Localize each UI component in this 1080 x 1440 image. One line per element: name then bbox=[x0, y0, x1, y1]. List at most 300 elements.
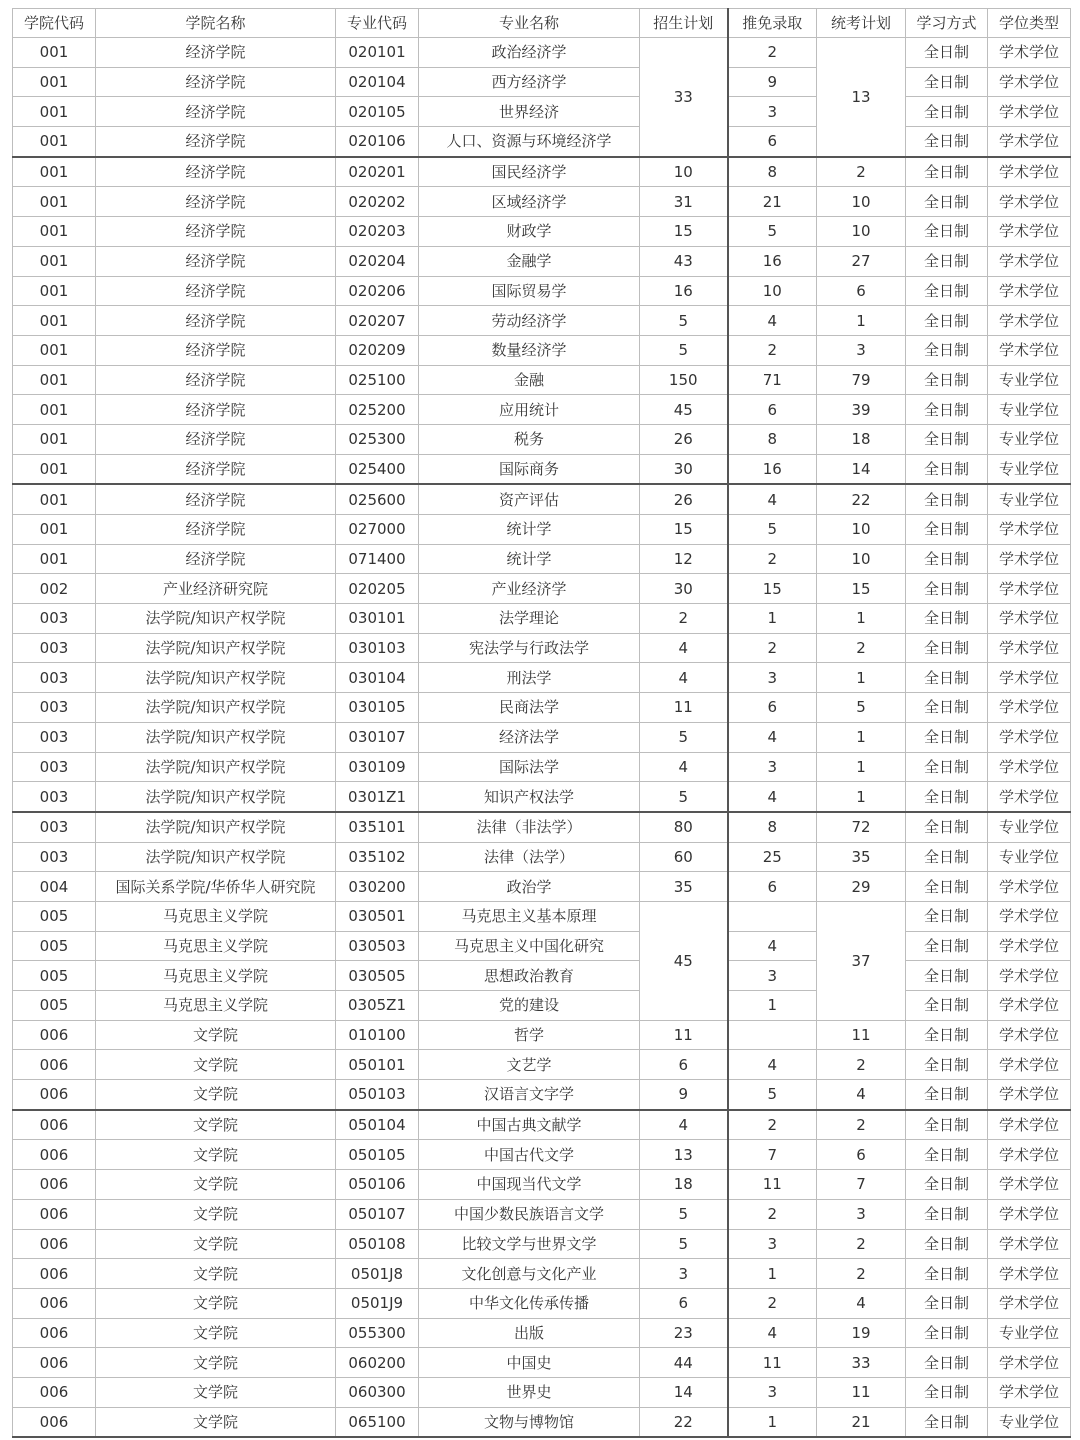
study-mode-cell: 全日制 bbox=[906, 276, 988, 306]
exempt-admission-cell: 4 bbox=[728, 782, 817, 812]
major-name-cell: 哲学 bbox=[419, 1020, 640, 1050]
table-row bbox=[13, 1170, 1071, 1200]
major-name-cell: 资产评估 bbox=[419, 484, 640, 514]
college-code-cell: 001 bbox=[13, 127, 96, 157]
college-name-cell: 文学院 bbox=[96, 1288, 336, 1318]
degree-type-cell: 专业学位 bbox=[988, 365, 1071, 395]
degree-type-cell: 学术学位 bbox=[988, 1348, 1071, 1378]
major-name-cell: 经济法学 bbox=[419, 722, 640, 752]
degree-type-cell: 学术学位 bbox=[988, 97, 1071, 127]
college-name-cell: 经济学院 bbox=[96, 306, 336, 336]
table-row bbox=[13, 901, 1071, 931]
major-name-cell: 人口、资源与环境经济学 bbox=[419, 127, 640, 157]
study-mode-cell: 全日制 bbox=[906, 217, 988, 247]
exam-plan-cell: 14 bbox=[817, 454, 906, 484]
major-code-cell: 035102 bbox=[336, 842, 419, 872]
table-body bbox=[13, 38, 1071, 1438]
college-code-cell: 003 bbox=[13, 633, 96, 663]
table-row bbox=[13, 1348, 1071, 1378]
exempt-admission-cell: 5 bbox=[728, 1080, 817, 1110]
major-code-cell: 010100 bbox=[336, 1020, 419, 1050]
exempt-admission-cell: 2 bbox=[728, 335, 817, 365]
exam-plan-cell: 5 bbox=[817, 693, 906, 723]
college-code-cell: 003 bbox=[13, 752, 96, 782]
study-mode-cell: 全日制 bbox=[906, 633, 988, 663]
college-code-cell: 001 bbox=[13, 424, 96, 454]
degree-type-cell: 学术学位 bbox=[988, 1110, 1071, 1140]
college-code-cell: 006 bbox=[13, 1377, 96, 1407]
degree-type-cell: 专业学位 bbox=[988, 454, 1071, 484]
exempt-admission-cell: 7 bbox=[728, 1140, 817, 1170]
major-code-cell: 030103 bbox=[336, 633, 419, 663]
major-code-cell: 030107 bbox=[336, 722, 419, 752]
study-mode-cell: 全日制 bbox=[906, 1259, 988, 1289]
college-name-cell: 经济学院 bbox=[96, 365, 336, 395]
major-name-cell: 思想政治教育 bbox=[419, 961, 640, 991]
college-code-cell: 001 bbox=[13, 335, 96, 365]
study-mode-cell: 全日制 bbox=[906, 544, 988, 574]
header-exam-plan: 统考计划 bbox=[817, 9, 906, 38]
degree-type-cell: 学术学位 bbox=[988, 574, 1071, 604]
exempt-admission-cell: 3 bbox=[728, 1229, 817, 1259]
college-name-cell: 法学院/知识产权学院 bbox=[96, 663, 336, 693]
college-name-cell: 文学院 bbox=[96, 1199, 336, 1229]
exempt-admission-cell bbox=[728, 1020, 817, 1050]
college-name-cell: 马克思主义学院 bbox=[96, 901, 336, 931]
college-name-cell: 经济学院 bbox=[96, 276, 336, 306]
major-code-cell: 0305Z1 bbox=[336, 991, 419, 1021]
exam-plan-cell: 10 bbox=[817, 544, 906, 574]
college-name-cell: 经济学院 bbox=[96, 217, 336, 247]
study-mode-cell: 全日制 bbox=[906, 961, 988, 991]
exempt-admission-cell: 5 bbox=[728, 217, 817, 247]
major-code-cell: 025400 bbox=[336, 454, 419, 484]
table-row bbox=[13, 157, 1071, 187]
exempt-admission-cell: 4 bbox=[728, 306, 817, 336]
college-name-cell: 经济学院 bbox=[96, 335, 336, 365]
exam-plan-cell: 2 bbox=[817, 1229, 906, 1259]
major-name-cell: 中国古典文献学 bbox=[419, 1110, 640, 1140]
exam-plan-cell: 37 bbox=[817, 901, 906, 1020]
college-name-cell: 经济学院 bbox=[96, 544, 336, 574]
table-row bbox=[13, 1140, 1071, 1170]
table-row bbox=[13, 752, 1071, 782]
college-code-cell: 006 bbox=[13, 1170, 96, 1200]
degree-type-cell: 专业学位 bbox=[988, 1407, 1071, 1437]
major-name-cell: 金融学 bbox=[419, 246, 640, 276]
major-name-cell: 文物与博物馆 bbox=[419, 1407, 640, 1437]
table-row bbox=[13, 931, 1071, 961]
college-code-cell: 006 bbox=[13, 1110, 96, 1140]
degree-type-cell: 学术学位 bbox=[988, 544, 1071, 574]
degree-type-cell: 专业学位 bbox=[988, 842, 1071, 872]
major-name-cell: 刑法学 bbox=[419, 663, 640, 693]
exempt-admission-cell: 25 bbox=[728, 842, 817, 872]
degree-type-cell: 专业学位 bbox=[988, 1318, 1071, 1348]
table-row bbox=[13, 424, 1071, 454]
study-mode-cell: 全日制 bbox=[906, 812, 988, 842]
major-code-cell: 020205 bbox=[336, 574, 419, 604]
degree-type-cell: 专业学位 bbox=[988, 395, 1071, 425]
exam-plan-cell: 4 bbox=[817, 1080, 906, 1110]
degree-type-cell: 学术学位 bbox=[988, 157, 1071, 187]
college-code-cell: 006 bbox=[13, 1050, 96, 1080]
major-code-cell: 020101 bbox=[336, 38, 419, 68]
college-name-cell: 经济学院 bbox=[96, 97, 336, 127]
college-name-cell: 经济学院 bbox=[96, 395, 336, 425]
exempt-admission-cell: 2 bbox=[728, 633, 817, 663]
college-name-cell: 法学院/知识产权学院 bbox=[96, 722, 336, 752]
major-code-cell: 030109 bbox=[336, 752, 419, 782]
college-name-cell: 法学院/知识产权学院 bbox=[96, 633, 336, 663]
header-major-name: 专业名称 bbox=[419, 9, 640, 38]
exempt-admission-cell: 2 bbox=[728, 1288, 817, 1318]
major-code-cell: 0501J9 bbox=[336, 1288, 419, 1318]
college-code-cell: 001 bbox=[13, 157, 96, 187]
header-major-code: 专业代码 bbox=[336, 9, 419, 38]
degree-type-cell: 学术学位 bbox=[988, 961, 1071, 991]
table-row bbox=[13, 365, 1071, 395]
degree-type-cell: 学术学位 bbox=[988, 515, 1071, 545]
college-code-cell: 006 bbox=[13, 1199, 96, 1229]
major-name-cell: 国际法学 bbox=[419, 752, 640, 782]
degree-type-cell: 学术学位 bbox=[988, 604, 1071, 634]
college-name-cell: 文学院 bbox=[96, 1229, 336, 1259]
major-code-cell: 030505 bbox=[336, 961, 419, 991]
enrollment-plan-cell: 80 bbox=[640, 812, 728, 842]
exam-plan-cell: 6 bbox=[817, 276, 906, 306]
major-name-cell: 中国古代文学 bbox=[419, 1140, 640, 1170]
enrollment-plan-cell: 26 bbox=[640, 424, 728, 454]
exam-plan-cell: 3 bbox=[817, 335, 906, 365]
major-name-cell: 中国现当代文学 bbox=[419, 1170, 640, 1200]
table-row bbox=[13, 722, 1071, 752]
major-name-cell: 国际贸易学 bbox=[419, 276, 640, 306]
study-mode-cell: 全日制 bbox=[906, 901, 988, 931]
degree-type-cell: 专业学位 bbox=[988, 484, 1071, 514]
degree-type-cell: 学术学位 bbox=[988, 217, 1071, 247]
major-code-cell: 020207 bbox=[336, 306, 419, 336]
college-name-cell: 文学院 bbox=[96, 1050, 336, 1080]
enrollment-plan-cell: 30 bbox=[640, 574, 728, 604]
enrollment-plan-cell: 31 bbox=[640, 187, 728, 217]
table-row bbox=[13, 395, 1071, 425]
exempt-admission-cell: 3 bbox=[728, 961, 817, 991]
major-code-cell: 060300 bbox=[336, 1377, 419, 1407]
exempt-admission-cell: 4 bbox=[728, 931, 817, 961]
table-row bbox=[13, 1318, 1071, 1348]
college-name-cell: 文学院 bbox=[96, 1020, 336, 1050]
major-code-cell: 020105 bbox=[336, 97, 419, 127]
study-mode-cell: 全日制 bbox=[906, 842, 988, 872]
college-code-cell: 001 bbox=[13, 187, 96, 217]
study-mode-cell: 全日制 bbox=[906, 574, 988, 604]
degree-type-cell: 学术学位 bbox=[988, 782, 1071, 812]
table-row bbox=[13, 1110, 1071, 1140]
header-college-code: 学院代码 bbox=[13, 9, 96, 38]
enrollment-plan-cell: 2 bbox=[640, 604, 728, 634]
major-name-cell: 法律（法学） bbox=[419, 842, 640, 872]
major-code-cell: 025100 bbox=[336, 365, 419, 395]
study-mode-cell: 全日制 bbox=[906, 663, 988, 693]
exempt-admission-cell: 4 bbox=[728, 1050, 817, 1080]
exempt-admission-cell: 2 bbox=[728, 544, 817, 574]
enrollment-plan-cell: 5 bbox=[640, 335, 728, 365]
header-degree-type: 学位类型 bbox=[988, 9, 1071, 38]
exam-plan-cell: 2 bbox=[817, 1050, 906, 1080]
exam-plan-cell: 35 bbox=[817, 842, 906, 872]
exam-plan-cell: 4 bbox=[817, 1288, 906, 1318]
enrollment-plan-cell: 12 bbox=[640, 544, 728, 574]
exempt-admission-cell: 6 bbox=[728, 127, 817, 157]
college-code-cell: 001 bbox=[13, 306, 96, 336]
study-mode-cell: 全日制 bbox=[906, 67, 988, 97]
enrollment-plan-cell: 45 bbox=[640, 395, 728, 425]
major-name-cell: 知识产权法学 bbox=[419, 782, 640, 812]
major-name-cell: 世界经济 bbox=[419, 97, 640, 127]
exam-plan-cell: 72 bbox=[817, 812, 906, 842]
table-row bbox=[13, 335, 1071, 365]
college-code-cell: 006 bbox=[13, 1259, 96, 1289]
study-mode-cell: 全日制 bbox=[906, 1288, 988, 1318]
degree-type-cell: 学术学位 bbox=[988, 722, 1071, 752]
major-name-cell: 法学理论 bbox=[419, 604, 640, 634]
major-code-cell: 050103 bbox=[336, 1080, 419, 1110]
major-name-cell: 金融 bbox=[419, 365, 640, 395]
enrollment-plan-cell: 4 bbox=[640, 1110, 728, 1140]
major-code-cell: 050107 bbox=[336, 1199, 419, 1229]
major-code-cell: 020206 bbox=[336, 276, 419, 306]
exam-plan-cell: 13 bbox=[817, 38, 906, 157]
exam-plan-cell: 10 bbox=[817, 217, 906, 247]
college-code-cell: 001 bbox=[13, 395, 96, 425]
major-code-cell: 020204 bbox=[336, 246, 419, 276]
exam-plan-cell: 18 bbox=[817, 424, 906, 454]
major-code-cell: 025200 bbox=[336, 395, 419, 425]
major-name-cell: 国际商务 bbox=[419, 454, 640, 484]
exam-plan-cell: 15 bbox=[817, 574, 906, 604]
college-code-cell: 006 bbox=[13, 1140, 96, 1170]
table-row bbox=[13, 633, 1071, 663]
exempt-admission-cell: 4 bbox=[728, 484, 817, 514]
major-name-cell: 法律（非法学） bbox=[419, 812, 640, 842]
major-code-cell: 030503 bbox=[336, 931, 419, 961]
study-mode-cell: 全日制 bbox=[906, 1407, 988, 1437]
major-name-cell: 宪法学与行政法学 bbox=[419, 633, 640, 663]
degree-type-cell: 学术学位 bbox=[988, 991, 1071, 1021]
degree-type-cell: 学术学位 bbox=[988, 67, 1071, 97]
major-code-cell: 020104 bbox=[336, 67, 419, 97]
exam-plan-cell: 1 bbox=[817, 722, 906, 752]
study-mode-cell: 全日制 bbox=[906, 454, 988, 484]
college-code-cell: 001 bbox=[13, 454, 96, 484]
exempt-admission-cell: 3 bbox=[728, 752, 817, 782]
study-mode-cell: 全日制 bbox=[906, 1377, 988, 1407]
study-mode-cell: 全日制 bbox=[906, 1020, 988, 1050]
major-name-cell: 汉语言文字学 bbox=[419, 1080, 640, 1110]
enrollment-plan-cell: 45 bbox=[640, 901, 728, 1020]
college-name-cell: 经济学院 bbox=[96, 515, 336, 545]
table-row bbox=[13, 1199, 1071, 1229]
major-name-cell: 财政学 bbox=[419, 217, 640, 247]
study-mode-cell: 全日制 bbox=[906, 1199, 988, 1229]
college-code-cell: 004 bbox=[13, 872, 96, 902]
major-name-cell: 应用统计 bbox=[419, 395, 640, 425]
table-row bbox=[13, 1050, 1071, 1080]
exempt-admission-cell: 15 bbox=[728, 574, 817, 604]
study-mode-cell: 全日制 bbox=[906, 722, 988, 752]
college-code-cell: 001 bbox=[13, 276, 96, 306]
college-name-cell: 经济学院 bbox=[96, 187, 336, 217]
enrollment-plan-table bbox=[12, 8, 1071, 1438]
exempt-admission-cell bbox=[728, 901, 817, 931]
degree-type-cell: 学术学位 bbox=[988, 1050, 1071, 1080]
enrollment-plan-cell: 5 bbox=[640, 782, 728, 812]
major-code-cell: 020203 bbox=[336, 217, 419, 247]
study-mode-cell: 全日制 bbox=[906, 872, 988, 902]
enrollment-plan-cell: 10 bbox=[640, 157, 728, 187]
study-mode-cell: 全日制 bbox=[906, 1318, 988, 1348]
major-name-cell: 税务 bbox=[419, 424, 640, 454]
college-code-cell: 003 bbox=[13, 782, 96, 812]
major-name-cell: 出版 bbox=[419, 1318, 640, 1348]
exempt-admission-cell: 8 bbox=[728, 157, 817, 187]
study-mode-cell: 全日制 bbox=[906, 515, 988, 545]
major-code-cell: 050104 bbox=[336, 1110, 419, 1140]
college-name-cell: 经济学院 bbox=[96, 127, 336, 157]
table-row bbox=[13, 574, 1071, 604]
major-code-cell: 035101 bbox=[336, 812, 419, 842]
college-name-cell: 法学院/知识产权学院 bbox=[96, 782, 336, 812]
college-name-cell: 经济学院 bbox=[96, 424, 336, 454]
exam-plan-cell: 19 bbox=[817, 1318, 906, 1348]
major-code-cell: 0301Z1 bbox=[336, 782, 419, 812]
enrollment-plan-cell: 4 bbox=[640, 663, 728, 693]
study-mode-cell: 全日制 bbox=[906, 1110, 988, 1140]
degree-type-cell: 学术学位 bbox=[988, 931, 1071, 961]
study-mode-cell: 全日制 bbox=[906, 1170, 988, 1200]
college-name-cell: 产业经济研究院 bbox=[96, 574, 336, 604]
exam-plan-cell: 1 bbox=[817, 604, 906, 634]
exempt-admission-cell: 3 bbox=[728, 663, 817, 693]
college-name-cell: 经济学院 bbox=[96, 246, 336, 276]
enrollment-plan-cell: 18 bbox=[640, 1170, 728, 1200]
major-name-cell: 文化创意与文化产业 bbox=[419, 1259, 640, 1289]
major-name-cell: 文艺学 bbox=[419, 1050, 640, 1080]
study-mode-cell: 全日制 bbox=[906, 991, 988, 1021]
study-mode-cell: 全日制 bbox=[906, 1050, 988, 1080]
exam-plan-cell: 27 bbox=[817, 246, 906, 276]
degree-type-cell: 学术学位 bbox=[988, 335, 1071, 365]
study-mode-cell: 全日制 bbox=[906, 1348, 988, 1378]
table-row bbox=[13, 961, 1071, 991]
table-row bbox=[13, 276, 1071, 306]
enrollment-plan-cell: 6 bbox=[640, 1288, 728, 1318]
exempt-admission-cell: 71 bbox=[728, 365, 817, 395]
study-mode-cell: 全日制 bbox=[906, 97, 988, 127]
degree-type-cell: 专业学位 bbox=[988, 812, 1071, 842]
college-name-cell: 经济学院 bbox=[96, 157, 336, 187]
exam-plan-cell: 1 bbox=[817, 752, 906, 782]
study-mode-cell: 全日制 bbox=[906, 306, 988, 336]
college-name-cell: 马克思主义学院 bbox=[96, 991, 336, 1021]
exempt-admission-cell: 4 bbox=[728, 722, 817, 752]
table-row bbox=[13, 97, 1071, 127]
college-code-cell: 005 bbox=[13, 991, 96, 1021]
college-code-cell: 006 bbox=[13, 1318, 96, 1348]
study-mode-cell: 全日制 bbox=[906, 1080, 988, 1110]
exempt-admission-cell: 2 bbox=[728, 1199, 817, 1229]
exempt-admission-cell: 11 bbox=[728, 1170, 817, 1200]
major-code-cell: 050101 bbox=[336, 1050, 419, 1080]
exempt-admission-cell: 21 bbox=[728, 187, 817, 217]
major-code-cell: 025600 bbox=[336, 484, 419, 514]
study-mode-cell: 全日制 bbox=[906, 424, 988, 454]
exam-plan-cell: 29 bbox=[817, 872, 906, 902]
degree-type-cell: 学术学位 bbox=[988, 901, 1071, 931]
table-row bbox=[13, 812, 1071, 842]
college-name-cell: 文学院 bbox=[96, 1110, 336, 1140]
exam-plan-cell: 1 bbox=[817, 306, 906, 336]
major-name-cell: 政治学 bbox=[419, 872, 640, 902]
header-study-mode: 学习方式 bbox=[906, 9, 988, 38]
college-name-cell: 法学院/知识产权学院 bbox=[96, 693, 336, 723]
college-code-cell: 001 bbox=[13, 515, 96, 545]
enrollment-plan-cell: 4 bbox=[640, 752, 728, 782]
college-name-cell: 文学院 bbox=[96, 1318, 336, 1348]
table-row bbox=[13, 187, 1071, 217]
table-row bbox=[13, 663, 1071, 693]
degree-type-cell: 学术学位 bbox=[988, 1020, 1071, 1050]
college-name-cell: 文学院 bbox=[96, 1407, 336, 1437]
exempt-admission-cell: 3 bbox=[728, 97, 817, 127]
major-code-cell: 025300 bbox=[336, 424, 419, 454]
major-name-cell: 马克思主义基本原理 bbox=[419, 901, 640, 931]
major-name-cell: 区域经济学 bbox=[419, 187, 640, 217]
table-row bbox=[13, 306, 1071, 336]
enrollment-plan-cell: 11 bbox=[640, 693, 728, 723]
enrollment-plan-cell: 11 bbox=[640, 1020, 728, 1050]
degree-type-cell: 学术学位 bbox=[988, 663, 1071, 693]
exempt-admission-cell: 6 bbox=[728, 872, 817, 902]
study-mode-cell: 全日制 bbox=[906, 752, 988, 782]
college-code-cell: 001 bbox=[13, 97, 96, 127]
enrollment-plan-cell: 16 bbox=[640, 276, 728, 306]
major-code-cell: 020106 bbox=[336, 127, 419, 157]
degree-type-cell: 学术学位 bbox=[988, 1259, 1071, 1289]
degree-type-cell: 学术学位 bbox=[988, 752, 1071, 782]
major-code-cell: 027000 bbox=[336, 515, 419, 545]
exam-plan-cell: 79 bbox=[817, 365, 906, 395]
enrollment-plan-cell: 22 bbox=[640, 1407, 728, 1437]
college-code-cell: 001 bbox=[13, 484, 96, 514]
study-mode-cell: 全日制 bbox=[906, 484, 988, 514]
college-name-cell: 马克思主义学院 bbox=[96, 931, 336, 961]
table-row bbox=[13, 1020, 1071, 1050]
enrollment-plan-cell: 5 bbox=[640, 722, 728, 752]
enrollment-plan-cell: 9 bbox=[640, 1080, 728, 1110]
college-code-cell: 001 bbox=[13, 544, 96, 574]
college-code-cell: 006 bbox=[13, 1229, 96, 1259]
major-name-cell: 民商法学 bbox=[419, 693, 640, 723]
major-name-cell: 产业经济学 bbox=[419, 574, 640, 604]
study-mode-cell: 全日制 bbox=[906, 931, 988, 961]
major-name-cell: 中国少数民族语言文学 bbox=[419, 1199, 640, 1229]
study-mode-cell: 全日制 bbox=[906, 38, 988, 68]
college-code-cell: 002 bbox=[13, 574, 96, 604]
degree-type-cell: 学术学位 bbox=[988, 1229, 1071, 1259]
enrollment-plan-cell: 23 bbox=[640, 1318, 728, 1348]
